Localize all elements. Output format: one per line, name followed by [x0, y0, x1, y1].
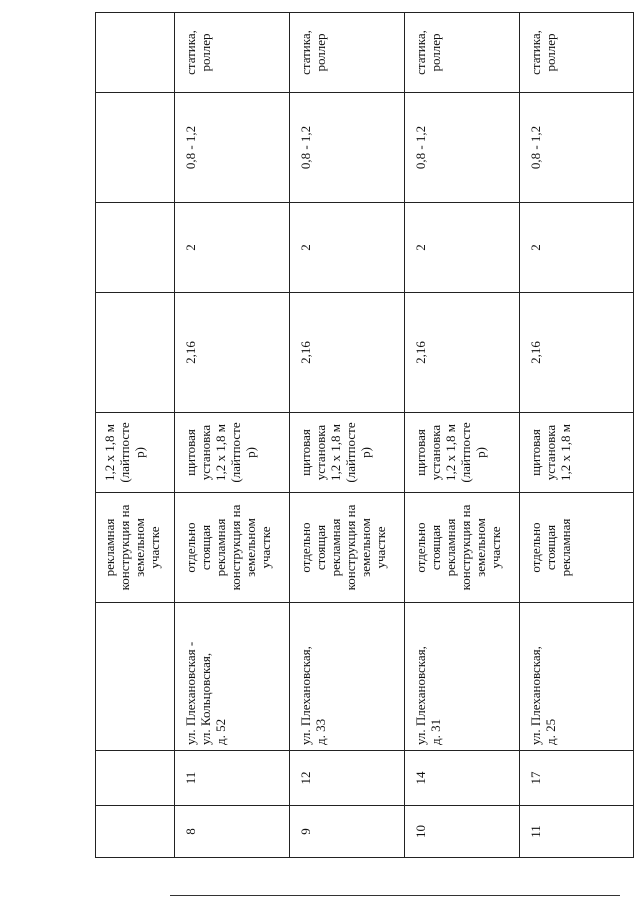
structure-type-cell: отдельно стоящая рекламная конструкция на земельном участке	[290, 493, 405, 603]
structure-kind-cell: щитовая установка 1,2 x 1,8 м (лайтпосте р)	[405, 413, 520, 493]
sides-cell: 2	[175, 203, 290, 293]
table-row	[175, 13, 290, 858]
rotated-table-wrapper	[95, 13, 585, 858]
table-cell	[96, 751, 175, 806]
table-row	[290, 13, 405, 858]
table-cell	[96, 203, 175, 293]
structure-kind-cell: щитовая установка 1,2 x 1,8 м	[520, 413, 634, 493]
address-cell: ул. Плехановская - ул. Кольцовская, д. 52	[175, 603, 290, 751]
structure-number: 11	[175, 751, 290, 806]
structure-kind-cell: щитовая установка 1,2 x 1,8 м (лайтпосте р)	[290, 413, 405, 493]
structure-type-cell: отдельно стоящая рекламная конструкция на земельном участке	[405, 493, 520, 603]
page-bottom-rule	[170, 895, 620, 896]
height-cell: 0,8 - 1,2	[520, 93, 634, 203]
table-cell	[96, 93, 175, 203]
sides-cell: 2	[290, 203, 405, 293]
structure-number: 17	[520, 751, 634, 806]
area-cell: 2,16	[175, 293, 290, 413]
table-cell	[96, 603, 175, 751]
height-cell: 0,8 - 1,2	[290, 93, 405, 203]
structure-kind-cell: щитовая установка 1,2 x 1,8 м (лайтпосте р)	[175, 413, 290, 493]
address-cell: ул. Плехановская, д. 25	[520, 603, 634, 751]
area-cell: 2,16	[520, 293, 634, 413]
sides-cell: 2	[405, 203, 520, 293]
row-number: 11	[520, 806, 634, 858]
advertising-structures-table	[95, 12, 634, 858]
row-number: 9	[290, 806, 405, 858]
table-row	[520, 13, 634, 858]
table-row	[96, 13, 175, 858]
table-cell	[96, 13, 175, 93]
table-cell: рекламная конструкция на земельном участке	[96, 493, 175, 603]
display-type-cell: статика, роллер	[520, 13, 634, 93]
area-cell: 2,16	[290, 293, 405, 413]
table-cell	[96, 806, 175, 858]
row-number: 10	[405, 806, 520, 858]
height-cell: 0,8 - 1,2	[175, 93, 290, 203]
structure-type-cell: отдельно стоящая рекламная конструкция на земельном участке	[175, 493, 290, 603]
area-cell: 2,16	[405, 293, 520, 413]
sides-cell: 2	[520, 203, 634, 293]
address-cell: ул. Плехановская, д. 31	[405, 603, 520, 751]
row-number: 8	[175, 806, 290, 858]
structure-type-cell: отдельно стоящая рекламная	[520, 493, 634, 603]
display-type-cell: статика, роллер	[175, 13, 290, 93]
height-cell: 0,8 - 1,2	[405, 93, 520, 203]
display-type-cell: статика, роллер	[290, 13, 405, 93]
table-cell	[96, 293, 175, 413]
table-row	[405, 13, 520, 858]
structure-number: 14	[405, 751, 520, 806]
address-cell: ул. Плехановская, д. 33	[290, 603, 405, 751]
display-type-cell: статика, роллер	[405, 13, 520, 93]
table-cell: 1,2 x 1,8 м (лайтпосте р)	[96, 413, 175, 493]
structure-number: 12	[290, 751, 405, 806]
